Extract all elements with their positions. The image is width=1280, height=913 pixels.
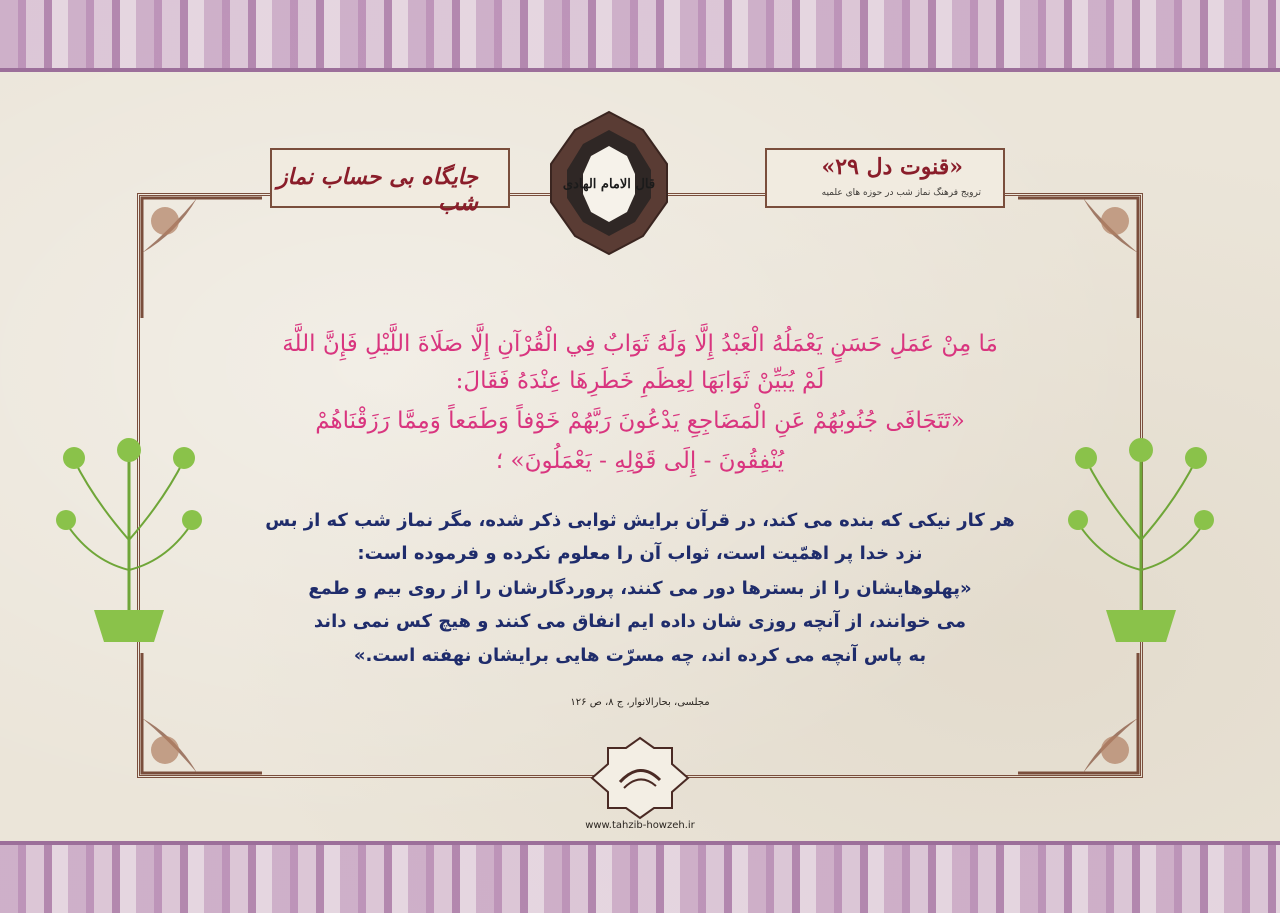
main-frame <box>137 193 1143 778</box>
translation-line-2: نزد خدا پر اهمّیت است، ثواب آن را معلوم نکرده و فرموده است: <box>357 543 923 564</box>
series-title-box <box>765 148 1005 208</box>
translation-line-4: می خوانند، از آنچه روزی شان داده ایم انفاق می کنند و هیچ کس نمی داند <box>313 611 967 632</box>
top-border-line <box>0 68 1280 72</box>
hadith-line-4: يُنْفِقُونَ - إِلَى قَوْلِهِ - يَعْمَلُونَ» ؛ <box>495 448 785 474</box>
corner-ornament <box>137 648 267 778</box>
topic-title: جایگاه بی حساب نماز شب <box>276 164 478 216</box>
medallion-text: قال الامام الهادی <box>562 177 656 192</box>
website-url[interactable]: www.tahzib-howzeh.ir <box>585 820 695 831</box>
translation-line-3: «پهلوهایشان را از بسترها دور می کنند، پروردگارشان را از روی بیم و طمع <box>308 578 972 599</box>
hadith-line-2: لَمْ يُبَيِّنْ ثَوَابَهَا لِعِظَمِ خَطَرِهَا عِنْدَهُ فَقَالَ: <box>455 368 825 394</box>
source-citation: مجلسی، بحارالانوار، ج ۸، ص ۱۲۶ <box>570 697 710 708</box>
plant-ornament-right <box>1066 420 1216 650</box>
corner-ornament <box>1013 193 1143 323</box>
calligraphy-medallion <box>547 108 671 258</box>
series-subtitle: ترویج فرهنگ نماز شب در حوزه های علمیه <box>821 188 981 198</box>
bottom-border-line <box>0 841 1280 845</box>
corner-ornament <box>1013 648 1143 778</box>
hadith-line-1: مَا مِنْ عَمَلِ حَسَنٍ يَعْمَلُهُ الْعَبْدُ إِلَّا وَلَهُ ثَوَابٌ فِي الْقُرْآنِ إِلَّا صَلَاةَ اللَّيْلِ فَإِنَّ اللَّهَ <box>282 331 998 357</box>
bottom-floral-border <box>0 845 1280 913</box>
corner-ornament <box>137 193 267 323</box>
top-floral-border <box>0 0 1280 68</box>
topic-title-box <box>270 148 510 216</box>
seal-logo <box>588 736 692 820</box>
translation-line-1: هر کار نیکی که بنده می کند، در قرآن برایش ثوابی ذکر شده، مگر نماز شب که از بس <box>265 510 1015 531</box>
translation-line-5: به پاس آنچه می کرده اند، چه مسرّت هایی برایشان نهفته است.» <box>353 645 927 666</box>
series-title: «قنوت دل ۲۹» <box>821 154 963 180</box>
hadith-line-3: «تَتَجَافَى جُنُوبُهُمْ عَنِ الْمَضَاجِعِ يَدْعُونَ رَبَّهُمْ خَوْفاً وَطَمَعاً وَمِمَّا رَزَقْنَاهُمْ <box>315 408 965 434</box>
plant-ornament-left <box>54 420 204 650</box>
